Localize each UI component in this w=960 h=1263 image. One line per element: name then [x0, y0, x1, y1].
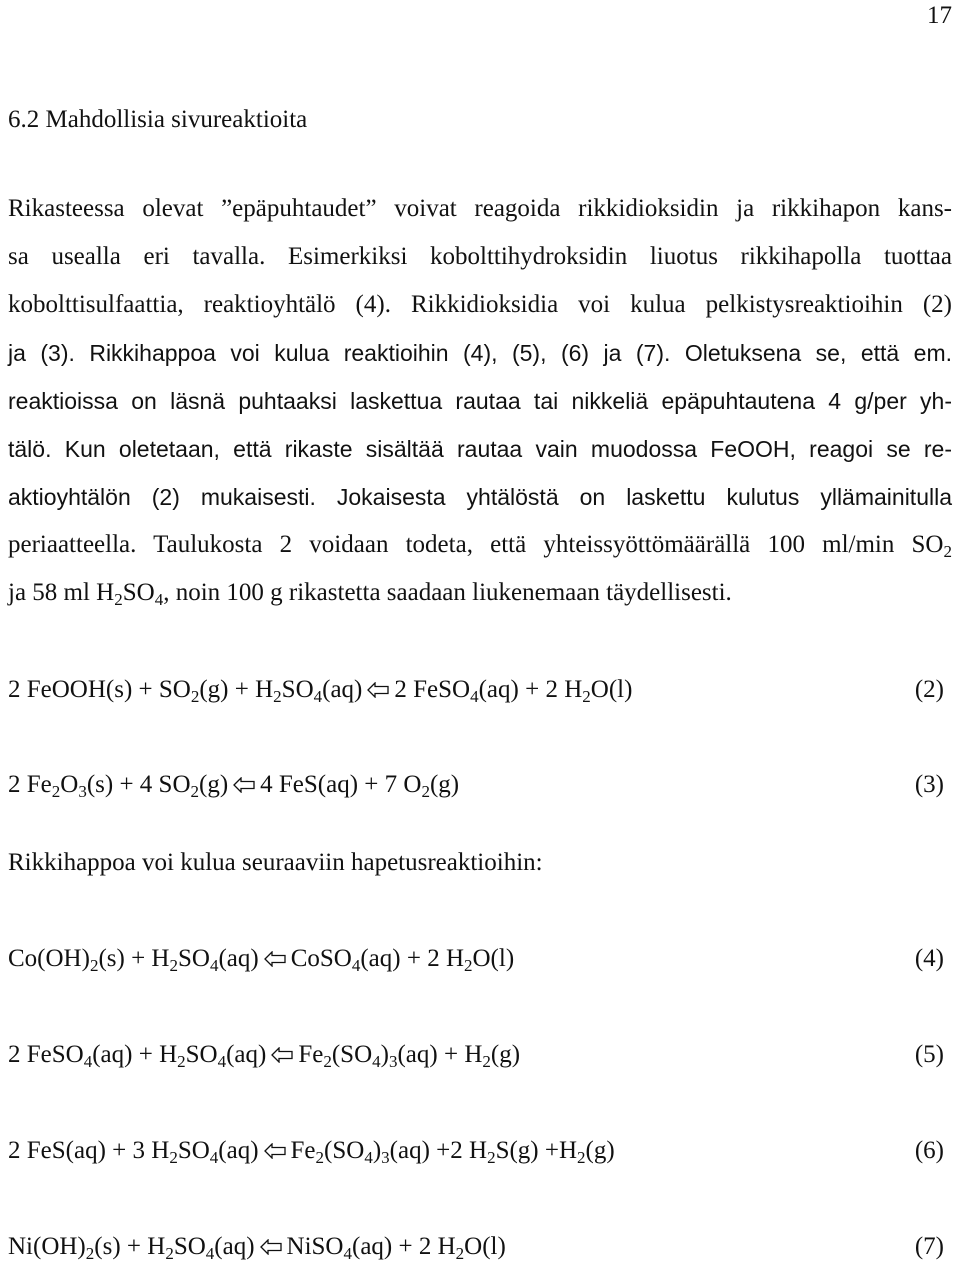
paragraph-line-text: kobolttisulfaattia, reaktioyhtälö (4). Rikkidioksidia voi kulua pelkistysreaktioihin (2) [8, 291, 952, 318]
equation-body [8, 1041, 520, 1069]
double-arrow-icon [233, 777, 255, 793]
oxidation-intro: Rikkihappoa voi kulua seuraaviin hapetusreaktioihin: [8, 849, 543, 876]
paragraph-line: Rikasteessa olevat ”epäpuhtaudet” voivat reagoida rikkidioksidin ja rikkihapon kans- [8, 195, 952, 222]
double-arrow-icon [260, 1239, 282, 1255]
equation-left: 2 FeS(aq) + 3 $H_2SO_4(aq)$ [8, 1137, 259, 1167]
equation-left: 2 $Fe_2O_3(s) + 4$ $SO_2(g)$ [8, 771, 229, 801]
equation-right: 4 FeS(aq) + 7 $O_2(g)$ [260, 771, 460, 801]
page-number: 17 [927, 2, 952, 29]
equation-number: (6) [914, 1137, 944, 1164]
equation-number: (3) [914, 771, 944, 798]
equation-left: 2 FeOOH(s) + $SO_2(g) + H_2SO_4(aq)$ [8, 676, 363, 706]
equation-right: $Fe_2(SO_4)_3(aq) + H_2(g)$ [298, 1041, 521, 1071]
equation-number: (7) [914, 1233, 944, 1260]
equation-number: (2) [914, 676, 944, 703]
equation-right: 2 FeSO$_4$(aq) + 2 $H_2O(l)$ [394, 676, 633, 706]
paragraph-line: ja 58 ml $H_2SO_4$, noin 100 g rikastetta saadaan liukenemaan täydellisesti. [8, 579, 732, 609]
paragraph-line: tälö. Kun oletetaan, että rikaste sisältää rautaa vain muodossa FeOOH, reagoi se re- [8, 436, 952, 462]
equation-number: (5) [914, 1041, 944, 1068]
equation-right: $Fe_2(SO_4)_3(aq) +2$ $H_2S(g) +H_2(g)$ [290, 1137, 615, 1167]
equation-body [8, 771, 459, 799]
equation-left: $Co(OH)_2(s) + H_2SO_4(aq)$ [8, 945, 259, 975]
body-paragraph [8, 185, 952, 617]
double-arrow-icon [264, 951, 286, 967]
double-arrow-icon [271, 1047, 293, 1063]
paragraph-line: aktioyhtälön (2) mukaisesti. Jokaisesta yhtälöstä on laskettu kulutus yllämainitulla [8, 484, 952, 510]
double-arrow-icon [264, 1143, 286, 1159]
equation-body [8, 1233, 506, 1261]
paragraph-line: reaktioissa on läsnä puhtaaksi laskettua rautaa tai nikkeliä epäpuhtautena 4 g/per yh- [8, 388, 952, 414]
paragraph-line: periaatteella. Taulukosta 2 voidaan todeta, että yhteissyöttömäärällä 100 ml/min $SO_2$ [8, 531, 952, 561]
equation-body [8, 945, 514, 973]
paragraph-line: sa usealla eri tavalla. Esimerkiksi kobolttihydroksidin liuotus rikkihapolla tuottaa [8, 243, 952, 270]
equation-number: (4) [914, 945, 944, 972]
paragraph-line [8, 281, 952, 329]
equation-body [8, 1137, 615, 1165]
equation-body [8, 676, 632, 704]
equation-right: CoSO$_4$(aq) + 2 $H_2O(l)$ [290, 945, 515, 975]
paragraph-line: ja (3). Rikkihappoa voi kulua reaktioihin (4), (5), (6) ja (7). Oletuksena se, että em. [8, 340, 952, 366]
equation-left: 2 FeSO$_4$(aq) + $H_2SO_4(aq)$ [8, 1041, 267, 1071]
section-heading: 6.2 Mahdollisia sivureaktioita [8, 106, 308, 133]
double-arrow-icon [367, 682, 389, 698]
equation-left: $Ni(OH)_2(s) + H_2SO_4(aq)$ [8, 1233, 255, 1263]
equation-right: NiSO$_4$(aq) + 2 $H_2O(l)$ [286, 1233, 506, 1263]
